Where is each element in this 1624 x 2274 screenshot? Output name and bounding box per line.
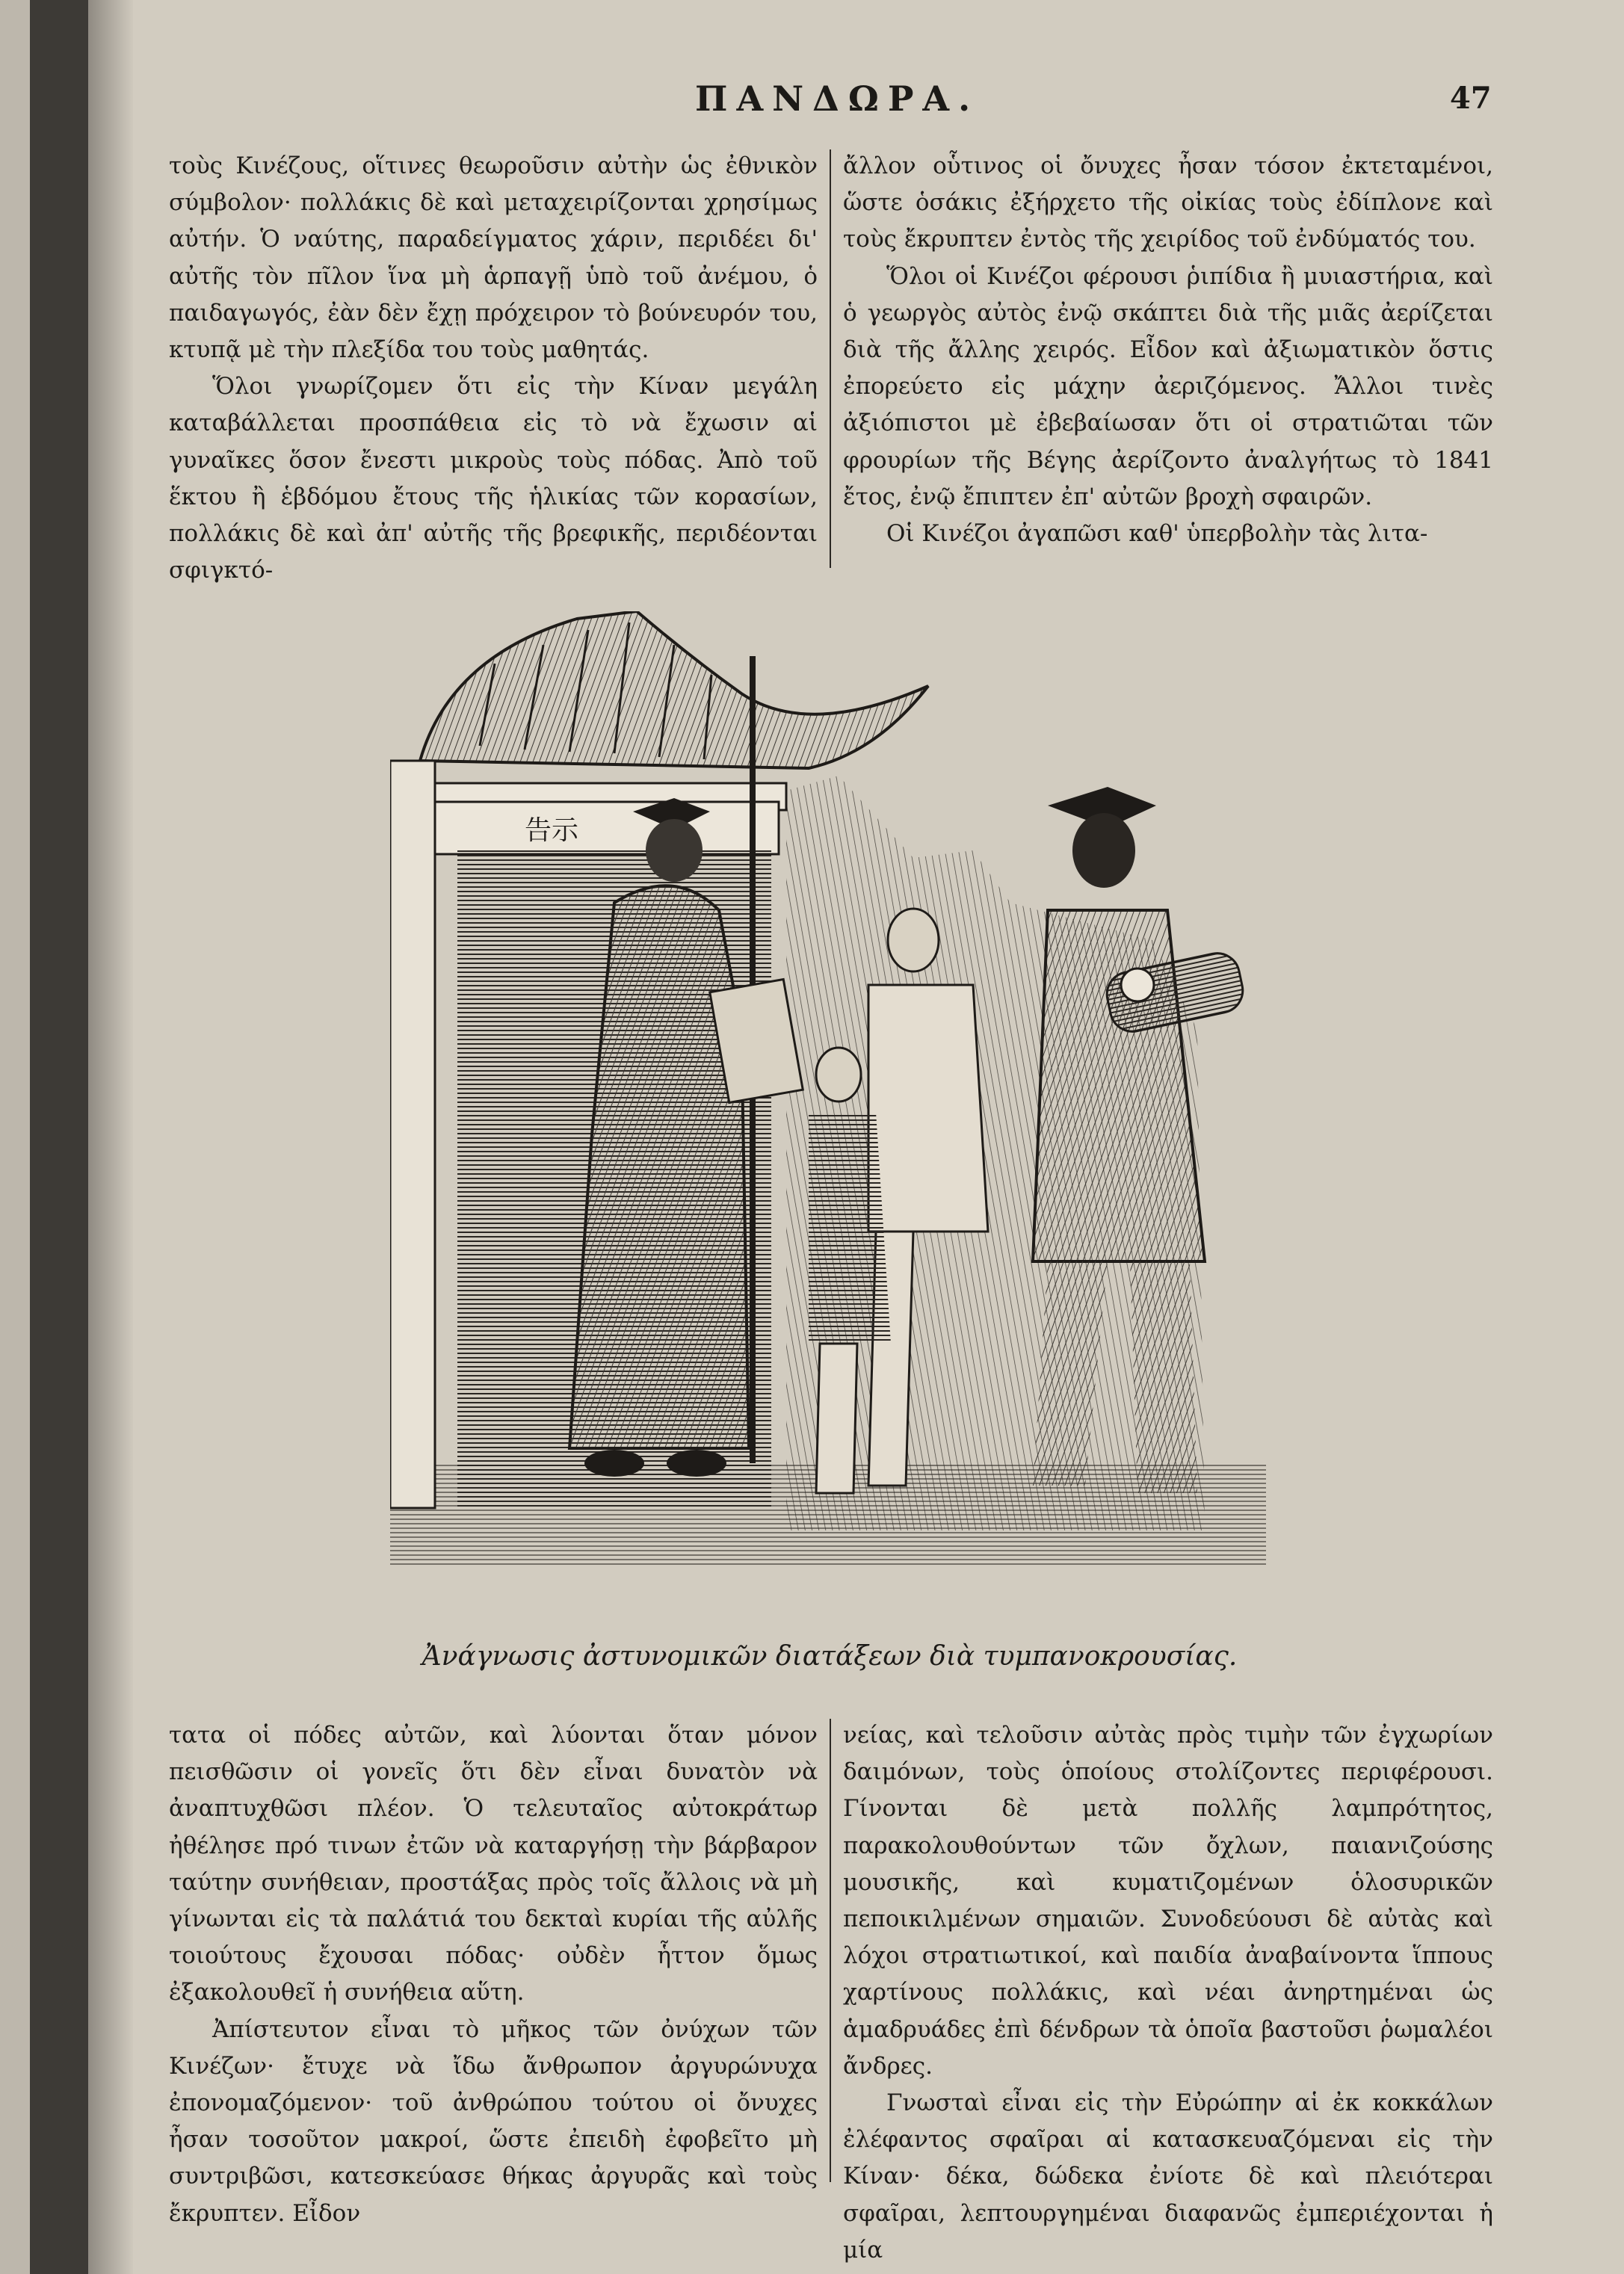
paragraph: Ὅλοι γνωρίζομεν ὅτι εἰς τὴν Κίναν μεγάλη καταβάλλεται προσπάθεια εἰς τὸ νὰ ἔχωσιν αἱ γυναῖκες ὅσον ἔνεστι μικροὺς τοὺς πόδας. Ἀπὸ τοῦ ἕκτου ἢ ἑβδόμου ἔτους τῆς ἡλικίας τῶν κορασίων, πολλάκις δὲ καὶ ἀπ' αὐτῆς τῆς βρεφικῆς, περιδέονται σφιγκτό-	[169, 373, 818, 584]
scan-edge	[0, 0, 30, 2274]
paragraph: Γνωσταὶ εἶναι εἰς τὴν Εὐρώπην αἱ ἐκ κοκκάλων ἐλέφαντος σφαῖραι αἱ κατασκευαζόμεναι εἰς τὴν Κίναν· δέκα, δώδεκα ἐνίοτε δὲ καὶ πλειότεραι σφαῖραι, λεπτουργημέναι διαφανῶς ἐμπεριέχονται ἡ μία	[843, 2089, 1493, 2264]
column-bottom-left	[169, 1717, 818, 2232]
sign-board-text: 告示	[525, 815, 579, 846]
column-top-left	[169, 148, 818, 589]
column-rule-top	[830, 149, 831, 568]
paragraph: νείας, καὶ τελοῦσιν αὐτὰς πρὸς τιμὴν τῶν ἐγχωρίων δαιμόνων, τοὺς ὁποίους στολίζοντες περιφέρουσι. Γίνονται δὲ μετὰ πολλῆς λαμπρότητος, παρακολουθούντων τῶν ὄχλων, παιανιζούσης μουσικῆς, καὶ κυματιζομένων ὁλοσυρικῶν πεποικιλμένων σημαιῶν. Συνοδεύουσι δὲ αὐτὰς καὶ λόχοι στρατιωτικοί, καὶ παιδία ἀναβαίνοντα ἵππους χαρτίνους πολλάκις, καὶ νέαι ἀνηρτημέναι ὡς ἁμαδρυάδες ἐπὶ δένδρων τὰ ὁποῖα βαστοῦσι ῥωμαλέοι ἄνδρες.	[843, 1722, 1493, 2080]
paragraph: ἄλλον οὗτινος οἱ ὄνυχες ἦσαν τόσον ἐκτεταμένοι, ὥστε ὁσάκις ἐξήρχετο τῆς οἰκίας τοὺς ἐδίπλονε καὶ τοὺς ἔκρυπτεν ἐντὸς τῆς χειρίδος τοῦ ἐνδύματός του.	[843, 152, 1493, 253]
page-number: 47	[1450, 81, 1492, 116]
paragraph: Οἱ Κινέζοι ἀγαπῶσι καθ' ὑπερβολὴν τὰς λιτα-	[886, 520, 1428, 548]
figure-caption: Ἀνάγνωσις ἀστυνομικῶν διατάξεων διὰ τυμπανοκρουσίας.	[422, 1641, 1238, 1672]
column-top-right	[843, 148, 1493, 552]
running-title: ΠΑΝΔΩΡΑ.	[695, 78, 980, 119]
door-pillar	[390, 761, 435, 1508]
column-rule-bottom	[830, 1719, 831, 2182]
gutter-shadow	[88, 0, 133, 2274]
woodcut-drawing	[390, 611, 1266, 1598]
paragraph: Ὅλοι οἱ Κινέζοι φέρουσι ῥιπίδια ἢ μυιαστήρια, καὶ ὁ γεωργὸς αὐτὸς ἐνῷ σκάπτει διὰ τῆς μιᾶς ἀερίζεται διὰ τῆς ἄλλης χειρός. Εἶδον καὶ ἀξιωματικὸν ὅστις ἐπορεύετο εἰς μάχην ἀεριζόμενος. Ἄλλοι τινὲς ἀξιόπιστοι μὲ ἐβεβαίωσαν ὅτι οἱ στρατιῶται τῶν φρουρίων τῆς Βέγης ἀερίζοντο ἀναλγήτως τὸ 1841 ἔτος, ἐνῷ ἔπιπτεν ἐπ' αὐτῶν βροχὴ σφαιρῶν.	[843, 262, 1493, 510]
paragraph: Ἀπίστευτον εἶναι τὸ μῆκος τῶν ὀνύχων τῶν Κινέζων· ἔτυχε νὰ ἴδω ἄνθρωπον ἀργυρώνυχα ἐπονομαζόμενον· τοῦ ἀνθρώπου τούτου οἱ ὄνυχες ἦσαν τοσοῦτον μακροί, ὥστε ἐπειδὴ ἐφοβεῖτο μὴ συντριβῶσι, κατεσκεύασε θήκας ἀργυρᾶς καὶ τοὺς ἔκρυπτεν. Εἶδον	[169, 2015, 818, 2227]
paragraph: τατα οἱ πόδες αὐτῶν, καὶ λύονται ὅταν μόνον πεισθῶσιν οἱ γονεῖς ὅτι δὲν εἶναι δυνατὸν νὰ ἀναπτυχθῶσι πλέον. Ὁ τελευταῖος αὐτοκράτωρ ἠθέλησε πρό τινων ἐτῶν νὰ καταργήσῃ τὴν βάρβαρον ταύτην συνήθειαν, προστάξας πρὸς τοῖς ἄλλοις νὰ μὴ γίνωνται εἰς τὰ παλάτιά του δεκταὶ κυρίαι τῆς αὐλῆς τοιούτους ἔχουσαι πόδας· οὐδὲν ἧττον ὅμως ἐξακολουθεῖ ἡ συνήθεια αὕτη.	[169, 1722, 818, 2006]
book-binding	[30, 0, 88, 2274]
woodcut-illustration	[390, 611, 1266, 1598]
figure-drummer	[1033, 787, 1247, 1493]
column-bottom-right	[843, 1717, 1493, 2269]
pagoda-roof	[420, 611, 928, 768]
paragraph: τοὺς Κινέζους, οἵτινες θεωροῦσιν αὐτὴν ὡς ἐθνικὸν σύμβολον· πολλάκις δὲ καὶ μεταχειρίζονται χρησίμως αὐτήν. Ὁ ναύτης, παραδείγματος χάριν, περιδέει δι' αὐτῆς τὸν πῖλον ἵνα μὴ ἁρπαγῇ ὑπὸ τοῦ ἀνέμου, ὁ παιδαγωγός, ἐὰν δὲν ἔχῃ πρόχειρον τὸ βούνευρόν του, κτυπᾷ μὲ τὴν πλεξίδα του τοὺς μαθητάς.	[169, 152, 818, 364]
sign-board	[435, 802, 779, 854]
